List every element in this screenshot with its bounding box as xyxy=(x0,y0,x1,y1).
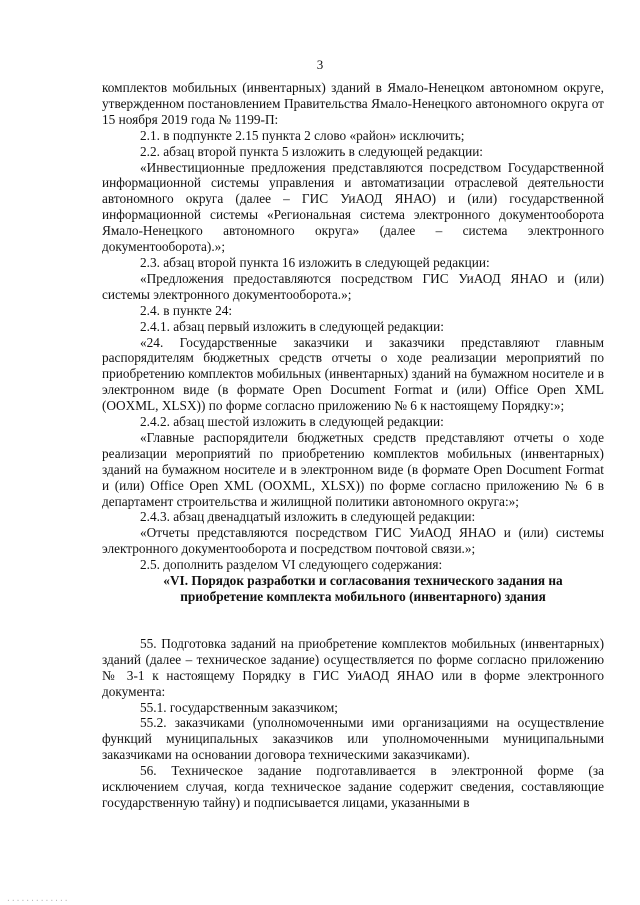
paragraph-quote-investment: «Инвестиционные предложения представляются посредством Государственной информационной системы управления и автоматизации отраслевой деятельности автономного округа (далее – ГИС УиАОД ЯНАО) и (или) государственной информационной системы «Региональная система электронного документооборота Ямало-Ненецкого автономного округа» (далее – система электронного документооборота).»; xyxy=(102,159,604,255)
document-body xyxy=(102,80,604,811)
paragraph-2-4-3: 2.4.3. абзац двенадцатый изложить в следующей редакции: xyxy=(140,509,476,525)
paragraph-2-1: 2.1. в подпункте 2.15 пункта 2 слово «район» исключить; xyxy=(140,127,465,143)
paragraph-intro: комплектов мобильных (инвентарных) зданий в Ямало-Ненецком автономном округе, утвержденном постановлением Правительства Ямало-Ненецкого автономного округа от 15 ноября 2019 года № 1199-П: xyxy=(102,80,604,127)
paragraph-55-1: 55.1. государственным заказчиком; xyxy=(140,699,338,715)
paragraph-quote-reports: «Отчеты представляются посредством ГИС УиАОД ЯНАО и (или) системы электронного документооборота и посредством почтовой связи.»; xyxy=(102,525,604,557)
paragraph-2-2: 2.2. абзац второй пункта 5 изложить в следующей редакции: xyxy=(140,143,483,159)
paragraph-2-4-2: 2.4.2. абзац шестой изложить в следующей редакции: xyxy=(140,414,444,430)
paragraph-56: 56. Техническое задание подготавливается в электронной форме (за исключением случая, когда техническое задание содержит сведения, составляющие государственную тайну) и подписывается лицами, указанными в xyxy=(102,763,604,810)
paragraph-2-5: 2.5. дополнить разделом VI следующего содержания: xyxy=(140,557,443,573)
paragraph-quote-proposals: «Предложения предоставляются посредством ГИС УиАОД ЯНАО и (или) системы электронного документооборота.»; xyxy=(102,270,604,302)
section-spacer xyxy=(102,605,604,636)
paragraph-quote-24: «24. Государственные заказчики и заказчики представляют главным распорядителям бюджетных средств отчеты о ходе реализации мероприятий по приобретению комплектов мобильных (инвентарных) зданий на бумажном носителе и в электронном виде (в формате Open Document Format и (или) Office Open XML (OOXML, XLSX)) по форме согласно приложению № 6 к настоящему Порядку:»; xyxy=(102,334,604,414)
paragraph-55: 55. Подготовка заданий на приобретение комплектов мобильных (инвентарных) зданий (далее – техническое задание) осуществляется по форме согласно приложению № 3-1 к настоящему Порядку в ГИС УиАОД ЯНАО или в форме электронного документа: xyxy=(102,635,604,699)
page-number: 3 xyxy=(316,57,324,72)
paragraph-2-3: 2.3. абзац второй пункта 16 изложить в следующей редакции: xyxy=(140,254,490,270)
paragraph-55-2: 55.2. заказчиками (уполномоченными ими организациями на осуществление функций муниципальных заказчиков или уполномоченными муниципальными заказчиками на основании договора техническими заказчиками). xyxy=(102,715,604,763)
section-heading: «VI. Порядок разработки и согласования технического задания на приобретение комплекта мобильного (инвентарного) здания xyxy=(163,573,563,604)
paragraph-2-4: 2.4. в пункте 24: xyxy=(140,302,233,318)
scan-footer-mark: ............. xyxy=(6,894,69,903)
paragraph-2-4-1: 2.4.1. абзац первый изложить в следующей редакции: xyxy=(140,318,444,334)
paragraph-quote-main-managers: «Главные распорядители бюджетных средств представляют отчеты о ходе реализации мероприятий по приобретению комплектов мобильных (инвентарных) зданий на бумажном носителе и в электронном виде (в формате Open Document Format и (или) Office Open XML (OOXML, XLSX)) по форме согласно приложению № 6 в департамент строительства и жилищной политики автономного округа:»; xyxy=(102,429,604,509)
